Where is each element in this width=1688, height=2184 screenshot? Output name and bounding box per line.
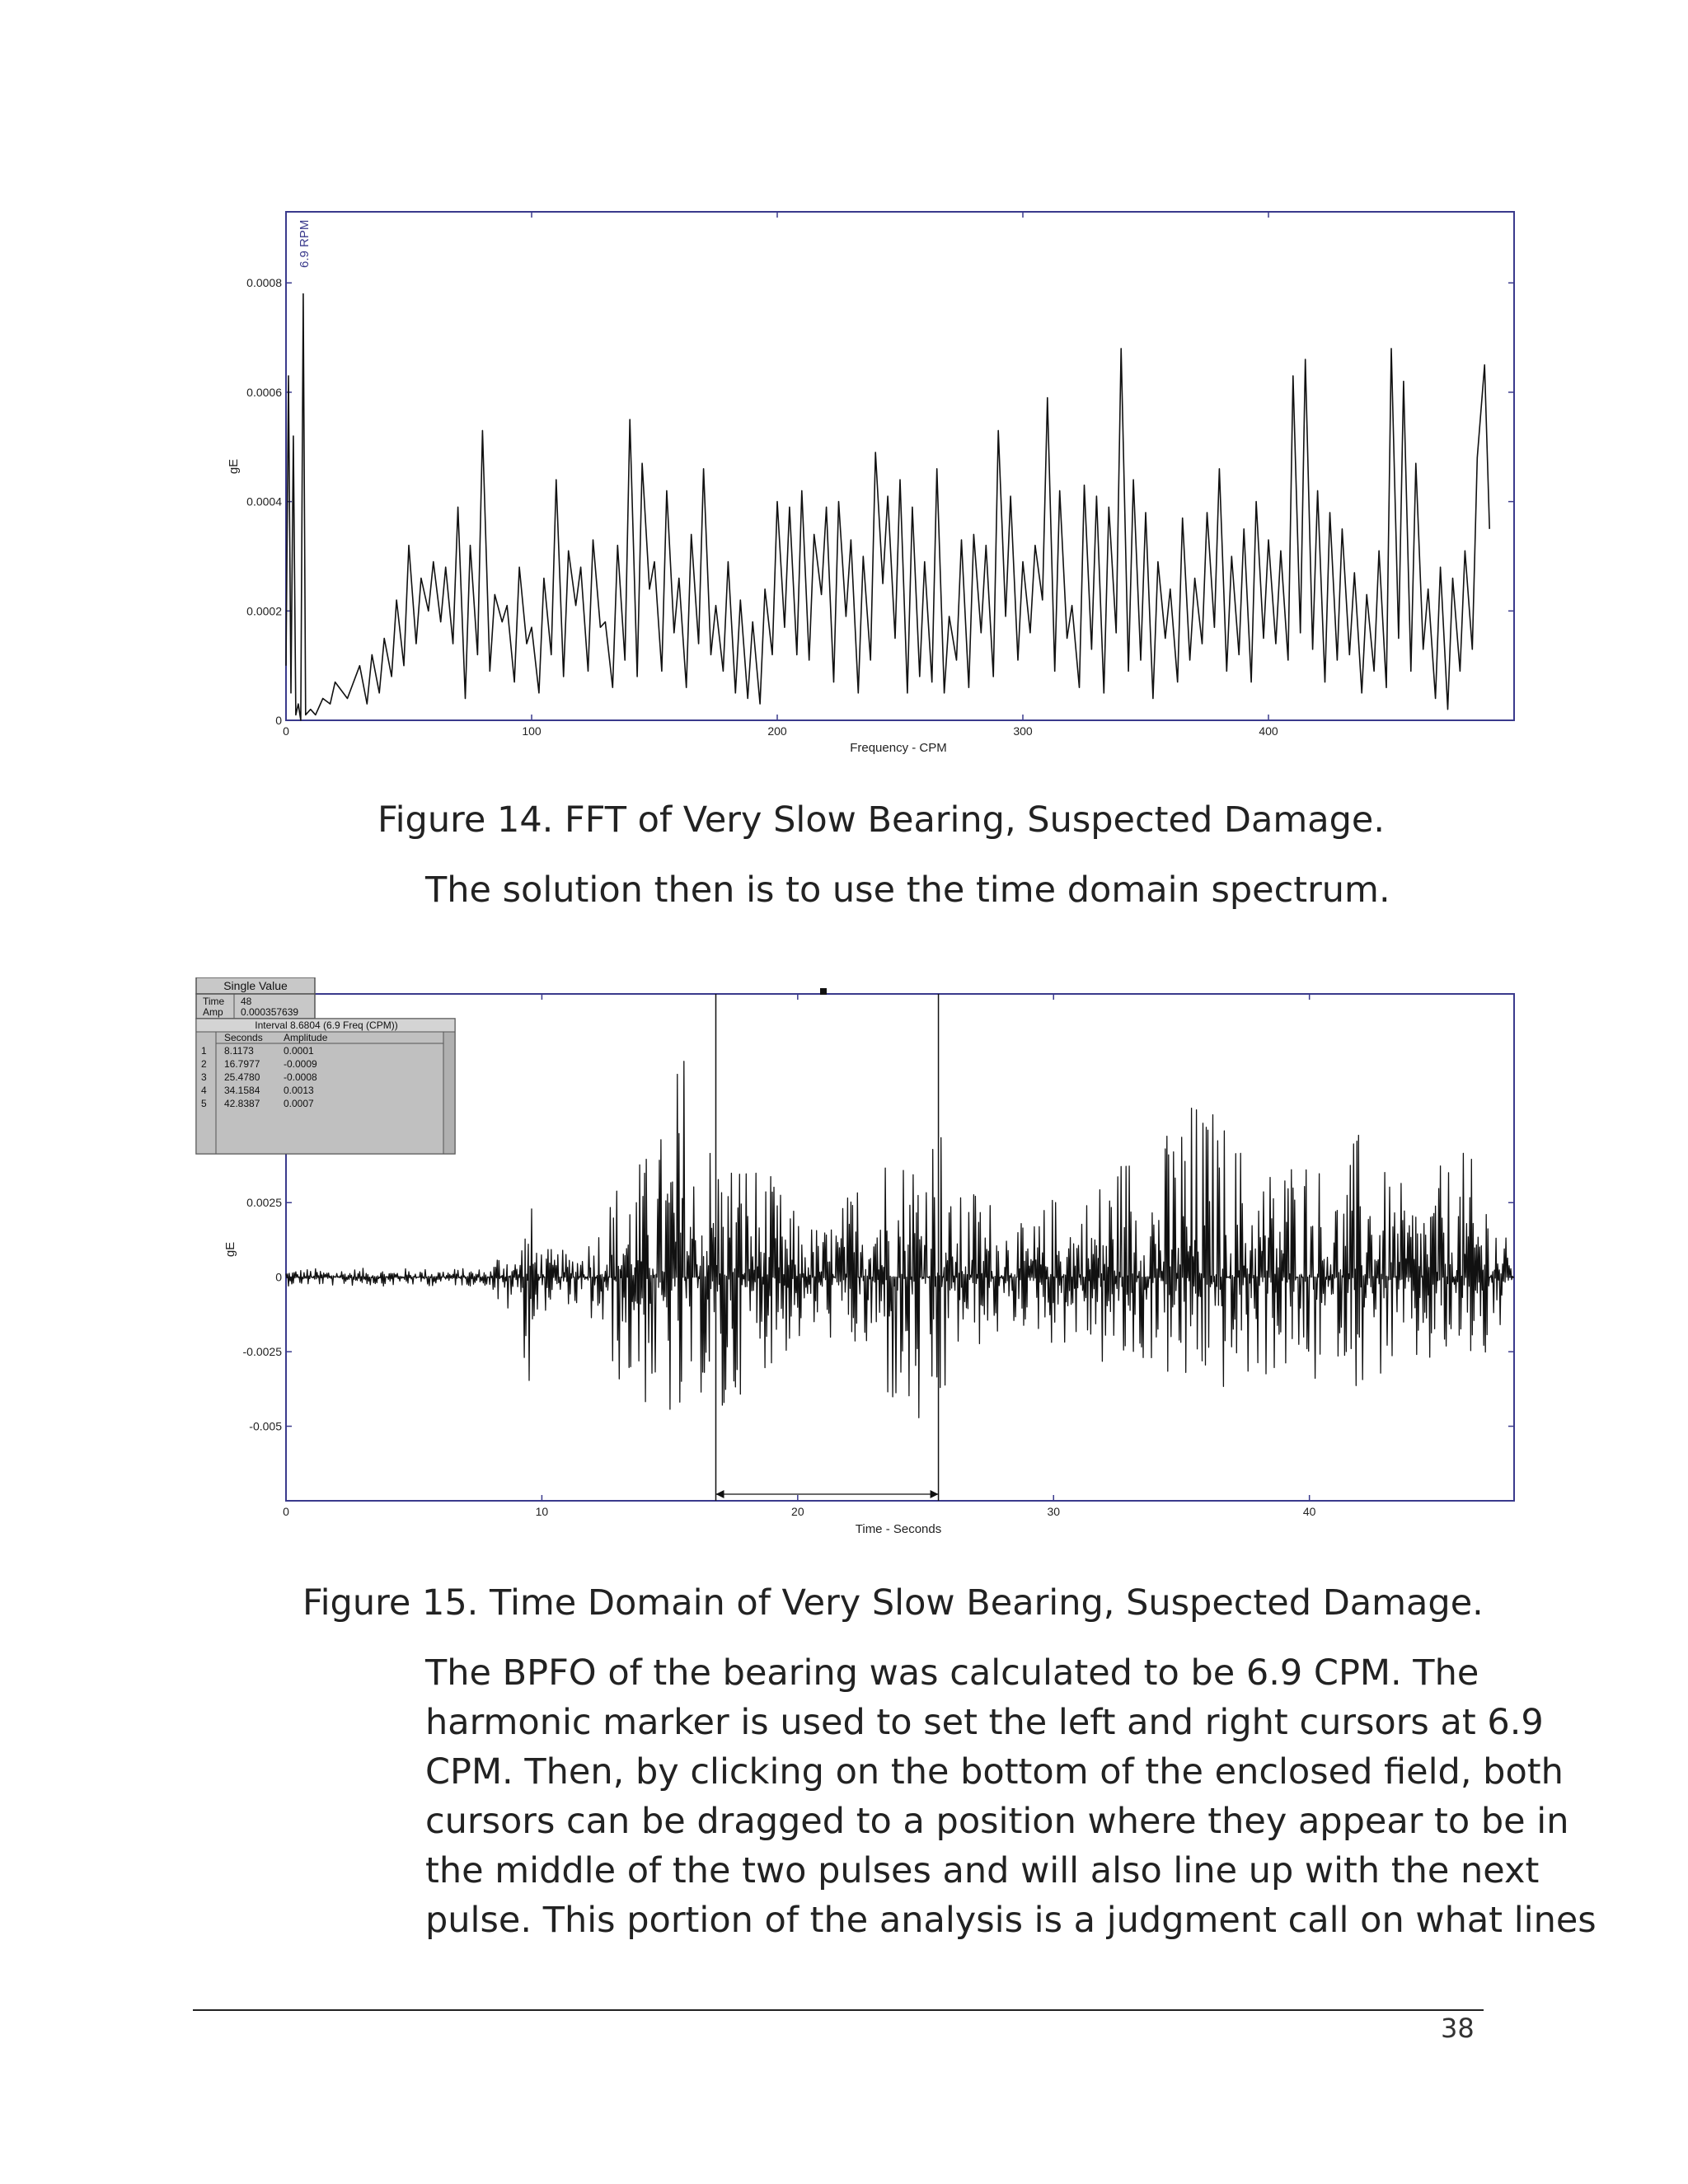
fft-y-tick-label: 0.0002 <box>246 604 282 618</box>
fft-x-tick-label: 200 <box>767 724 787 738</box>
svg-text:0.0007: 0.0007 <box>284 1098 314 1109</box>
amp-label: Amp <box>203 1006 223 1018</box>
fft-y-tick-label: 0.0006 <box>246 385 282 399</box>
svg-text:25.4780: 25.4780 <box>224 1071 260 1083</box>
paragraph-line: cursors can be dragged to a position where they appear to be in <box>425 1801 1569 1842</box>
time-x-tick-label: 20 <box>791 1505 804 1518</box>
time-series-line <box>286 1062 1514 1418</box>
time-x-tick-label: 30 <box>1047 1505 1061 1518</box>
time-value: 48 <box>241 996 252 1007</box>
fft-x-tick-label: 300 <box>1013 724 1033 738</box>
fft-x-tick-label: 100 <box>522 724 542 738</box>
page-number: 38 <box>1441 2013 1475 2044</box>
svg-text:34.1584: 34.1584 <box>224 1085 260 1096</box>
time-y-tick-label: 0 <box>275 1270 282 1284</box>
svg-text:-0.0009: -0.0009 <box>284 1058 317 1070</box>
svg-text:3: 3 <box>201 1071 207 1083</box>
svg-text:1: 1 <box>201 1045 207 1057</box>
svg-text:8.1173: 8.1173 <box>224 1045 254 1057</box>
fft-plot-frame <box>286 212 1514 720</box>
interval-arrow-right-head <box>931 1490 939 1498</box>
panel-scrollbar[interactable] <box>443 1032 455 1154</box>
footer-rule <box>193 2009 1484 2011</box>
time-y-tick-label: -0.0025 <box>242 1345 282 1359</box>
svg-text:5: 5 <box>201 1098 207 1109</box>
fft-y-tick-label: 0.0008 <box>246 276 282 290</box>
fft-y-axis-label: gE <box>227 458 241 475</box>
cursor-drag-handle[interactable] <box>820 988 827 995</box>
time-x-tick-label: 10 <box>535 1505 549 1518</box>
single-value-title: Single Value <box>223 979 288 992</box>
fft-x-tick-label: 400 <box>1259 724 1278 738</box>
amp-value: 0.000357639 <box>241 1006 299 1018</box>
svg-text:-0.0008: -0.0008 <box>284 1071 317 1083</box>
svg-text:0.0001: 0.0001 <box>284 1045 314 1057</box>
svg-text:16.7977: 16.7977 <box>224 1058 260 1070</box>
svg-text:42.8387: 42.8387 <box>224 1098 260 1109</box>
paragraph-line: CPM. Then, by clicking on the bottom of the enclosed field, both <box>425 1751 1564 1793</box>
fft-chart <box>0 0 1688 791</box>
harmonic-cursors[interactable] <box>716 994 939 1501</box>
paragraph-line: The BPFO of the bearing was calculated to be 6.9 CPM. The <box>425 1652 1479 1694</box>
time-label: Time <box>203 996 225 1007</box>
time-x-tick-label: 0 <box>283 1505 289 1518</box>
paragraph-line: harmonic marker is used to set the left and right cursors at 6.9 <box>425 1702 1544 1743</box>
body-paragraph <box>425 1648 1597 1945</box>
col-amplitude-header: Amplitude <box>284 1032 328 1043</box>
paragraph-line: pulse. This portion of the analysis is a judgment call on what lines <box>425 1900 1597 1941</box>
interval-label: Interval 8.6804 (6.9 Freq (CPM)) <box>255 1019 398 1031</box>
rpm-annotation: 6.9 RPM <box>298 219 312 268</box>
fft-series-line <box>286 294 1489 721</box>
fft-y-tick-label: 0 <box>275 714 282 727</box>
time-y-tick-label: 0.0025 <box>246 1196 282 1210</box>
cursor-readout-panel <box>195 977 458 1155</box>
figure-14-caption: Figure 14. FFT of Very Slow Bearing, Suspected Damage. <box>377 799 1386 841</box>
time-y-tick-label: -0.005 <box>249 1419 282 1433</box>
interval-arrow-left-head <box>716 1490 724 1498</box>
figure-15-caption: Figure 15. Time Domain of Very Slow Bearing, Suspected Damage. <box>302 1582 1484 1624</box>
fft-y-tick-label: 0.0004 <box>246 494 282 509</box>
fft-x-tick-label: 0 <box>283 724 289 738</box>
time-y-axis-label: gE <box>223 1241 237 1258</box>
svg-text:2: 2 <box>201 1058 207 1070</box>
svg-text:0.0013: 0.0013 <box>284 1085 314 1096</box>
svg-text:4: 4 <box>201 1085 207 1096</box>
col-seconds-header: Seconds <box>224 1032 263 1043</box>
fft-x-axis-label: Frequency - CPM <box>850 741 947 755</box>
paragraph-line: the middle of the two pulses and will also line up with the next <box>425 1850 1540 1891</box>
time-y-ticks <box>243 1196 1514 1432</box>
time-x-tick-label: 40 <box>1302 1505 1316 1518</box>
time-x-axis-label: Time - Seconds <box>855 1522 942 1536</box>
solution-text: The solution then is to use the time domain spectrum. <box>425 869 1390 911</box>
